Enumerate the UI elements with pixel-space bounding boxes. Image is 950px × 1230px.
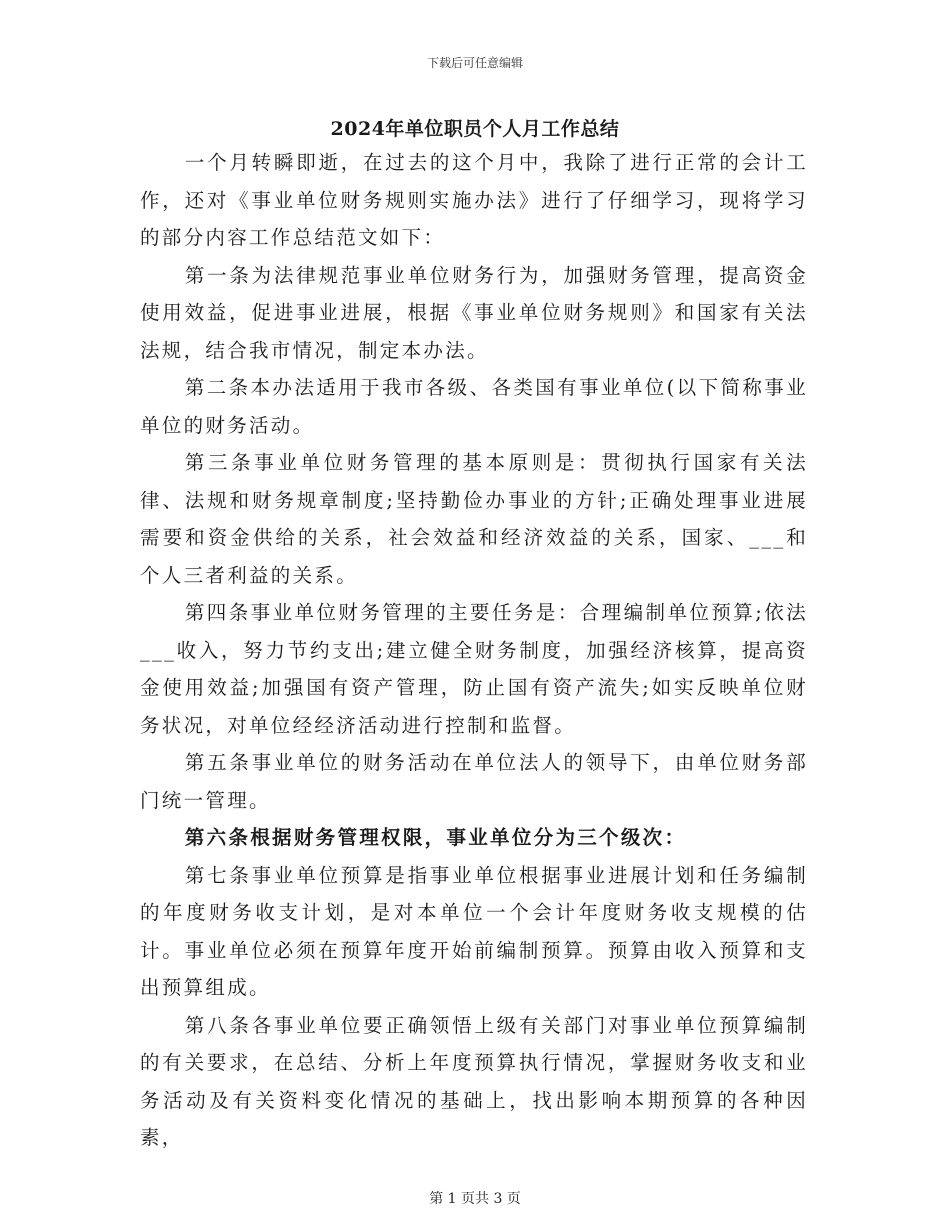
paragraph-article-8: 第八条各事业单位要正确领悟上级有关部门对事业单位预算编制的有关要求，在总结、分析上年度预算执行情况，掌握财务收支和业务活动及有关资料变化情况的基础上，找出影响本期预算的各种因素， [140,1013,808,1149]
paragraph-article-5: 第五条事业单位的财务活动在单位法人的领导下，由单位财务部门统一管理。 [140,751,808,812]
page-number: 第 1 页共 3 页 [429,1191,521,1207]
paragraph-article-4: 第四条事业单位财务管理的主要任务是：合理编制单位预算;依法___收入，努力节约支出;建立健全财务制度，加强经济核算，提高资金使用效益;加强国有资产管理，防止国有资产流失;如实反映单位财务状况，对单位经经济活动进行控制和监督。 [140,601,808,737]
paragraph-intro: 一个月转瞬即逝，在过去的这个月中，我除了进行正常的会计工作，还对《事业单位财务规则实施办法》进行了仔细学习，现将学习的部分内容工作总结范文如下： [140,151,808,249]
paragraph-article-3: 第三条事业单位财务管理的基本原则是：贯彻执行国家有关法律、法规和财务规章制度;坚持勤俭办事业的方针;正确处理事业进展需要和资金供给的关系，社会效益和经济效益的关系，国家、___和个人三者利益的关系。 [140,451,808,587]
document-body [140,144,808,1157]
page-header-note: 下载后可任意编辑 [426,56,523,70]
paragraph-article-1: 第一条为法律规范事业单位财务行为，加强财务管理，提高资金使用效益，促进事业进展，根据《事业单位财务规则》和国家有关法法规，结合我市情况，制定本办法。 [140,263,808,362]
document-title: 2024年单位职员个人月工作总结 [330,118,620,140]
paragraph-article-6: 第六条根据财务管理权限，事业单位分为三个级次： [184,826,687,849]
paragraph-article-7: 第七条事业单位预算是指事业单位根据事业进展计划和任务编制的年度财务收支计划，是对本单位一个会计年度财务收支规模的估计。事业单位必须在预算年度开始前编制预算。预算由收入预算和支出预算组成。 [140,863,808,999]
paragraph-article-2: 第二条本办法适用于我市各级、各类国有事业单位(以下简称事业单位的财务活动。 [140,376,808,437]
